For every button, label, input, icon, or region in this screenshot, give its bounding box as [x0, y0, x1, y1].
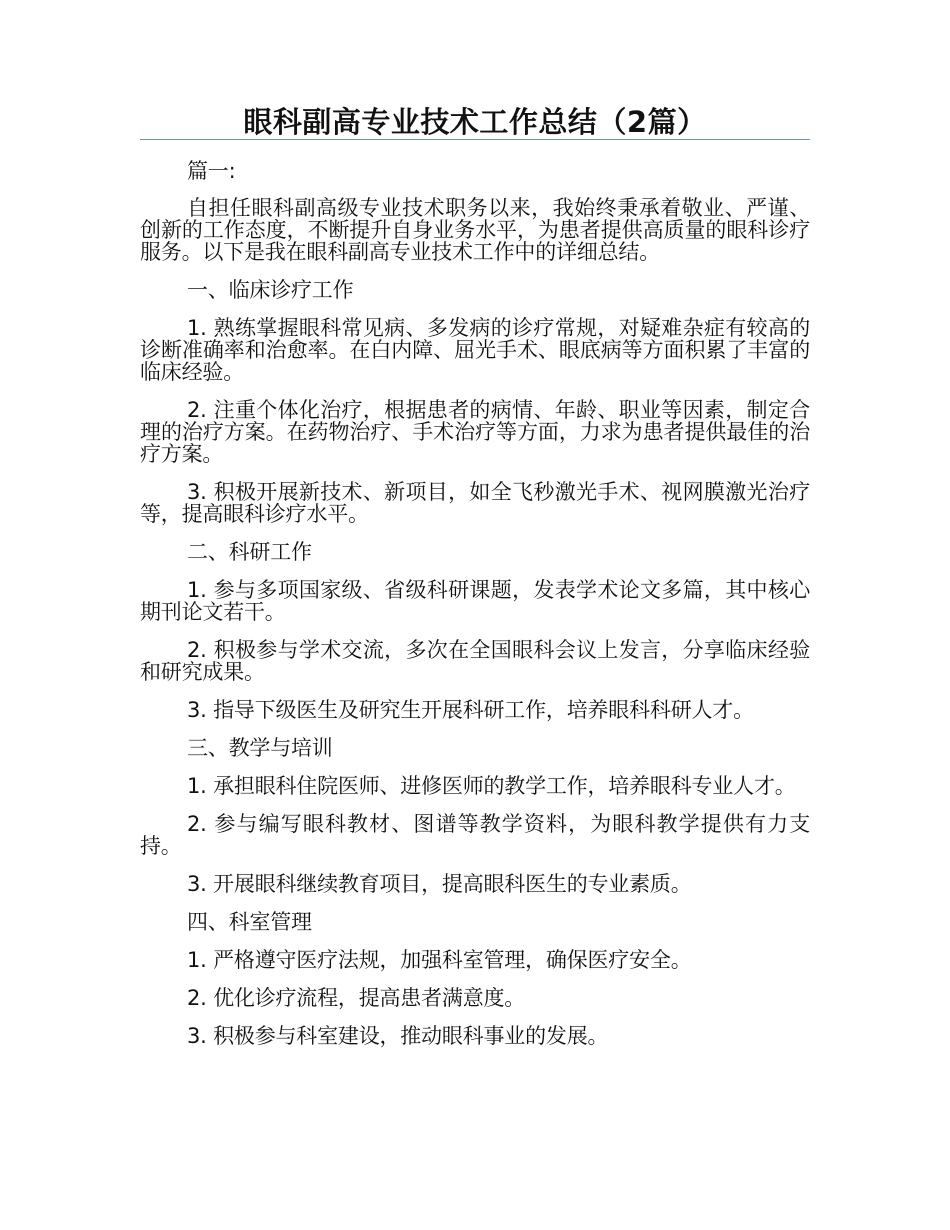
paragraph-management-3: 3. 积极参与科室建设，推动眼科事业的发展。 [187, 1024, 609, 1048]
paragraph-research-3: 3. 指导下级医生及研究生开展科研工作，培养眼科科研人才。 [187, 698, 754, 722]
paragraph-management-2: 2. 优化诊疗流程，提高患者满意度。 [187, 986, 526, 1010]
paragraph-clinical-3: 3. 积极开展新技术、新项目，如全飞秒激光手术、视网膜激光治疗等，提高眼科诊疗水平。 [140, 480, 810, 526]
paragraph-teaching-2: 2. 参与编写眼科教材、图谱等教学资料，为眼科教学提供有力支持。 [140, 812, 810, 858]
paragraph-part-label: 篇一: [187, 159, 236, 183]
paragraph-clinical-1: 1. 熟练掌握眼科常见病、多发病的诊疗常规，对疑难杂症有较高的诊断准确率和治愈率。在白内障、屈光手术、眼底病等方面积累了丰富的临床经验。 [140, 316, 810, 384]
paragraph-intro: 自担任眼科副高级专业技术职务以来，我始终秉承着敬业、严谨、创新的工作态度，不断提升自身业务水平，为患者提供高质量的眼科诊疗服务。以下是我在眼科副高专业技术工作中的详细总结。 [140, 196, 810, 264]
paragraph-teaching-1: 1. 承担眼科住院医师、进修医师的教学工作，培养眼科专业人才。 [187, 774, 796, 798]
paragraph-management-1: 1. 严格遵守医疗法规，加强科室管理，确保医疗安全。 [187, 948, 692, 972]
paragraph-research-1: 1. 参与多项国家级、省级科研课题，发表学术论文多篇，其中核心期刊论文若干。 [140, 578, 810, 624]
paragraph-teaching-3: 3. 开展眼科继续教育项目，提高眼科医生的专业素质。 [187, 872, 692, 896]
section-heading-teaching: 三、教学与培训 [187, 736, 333, 760]
section-heading-research: 二、科研工作 [187, 540, 312, 564]
document-title: 眼科副高专业技术工作总结（2篇） [243, 105, 707, 139]
paragraph-research-2: 2. 积极参与学术交流，多次在全国眼科会议上发言，分享临床经验和研究成果。 [140, 638, 810, 684]
section-heading-clinical: 一、临床诊疗工作 [187, 278, 354, 302]
section-heading-management: 四、科室管理 [187, 910, 312, 934]
document-body [140, 160, 810, 1047]
document-page [140, 0, 810, 1047]
paragraph-clinical-2: 2. 注重个体化治疗，根据患者的病情、年龄、职业等因素，制定合理的治疗方案。在药物治疗、手术治疗等方面，力求为患者提供最佳的治疗方案。 [140, 398, 810, 466]
